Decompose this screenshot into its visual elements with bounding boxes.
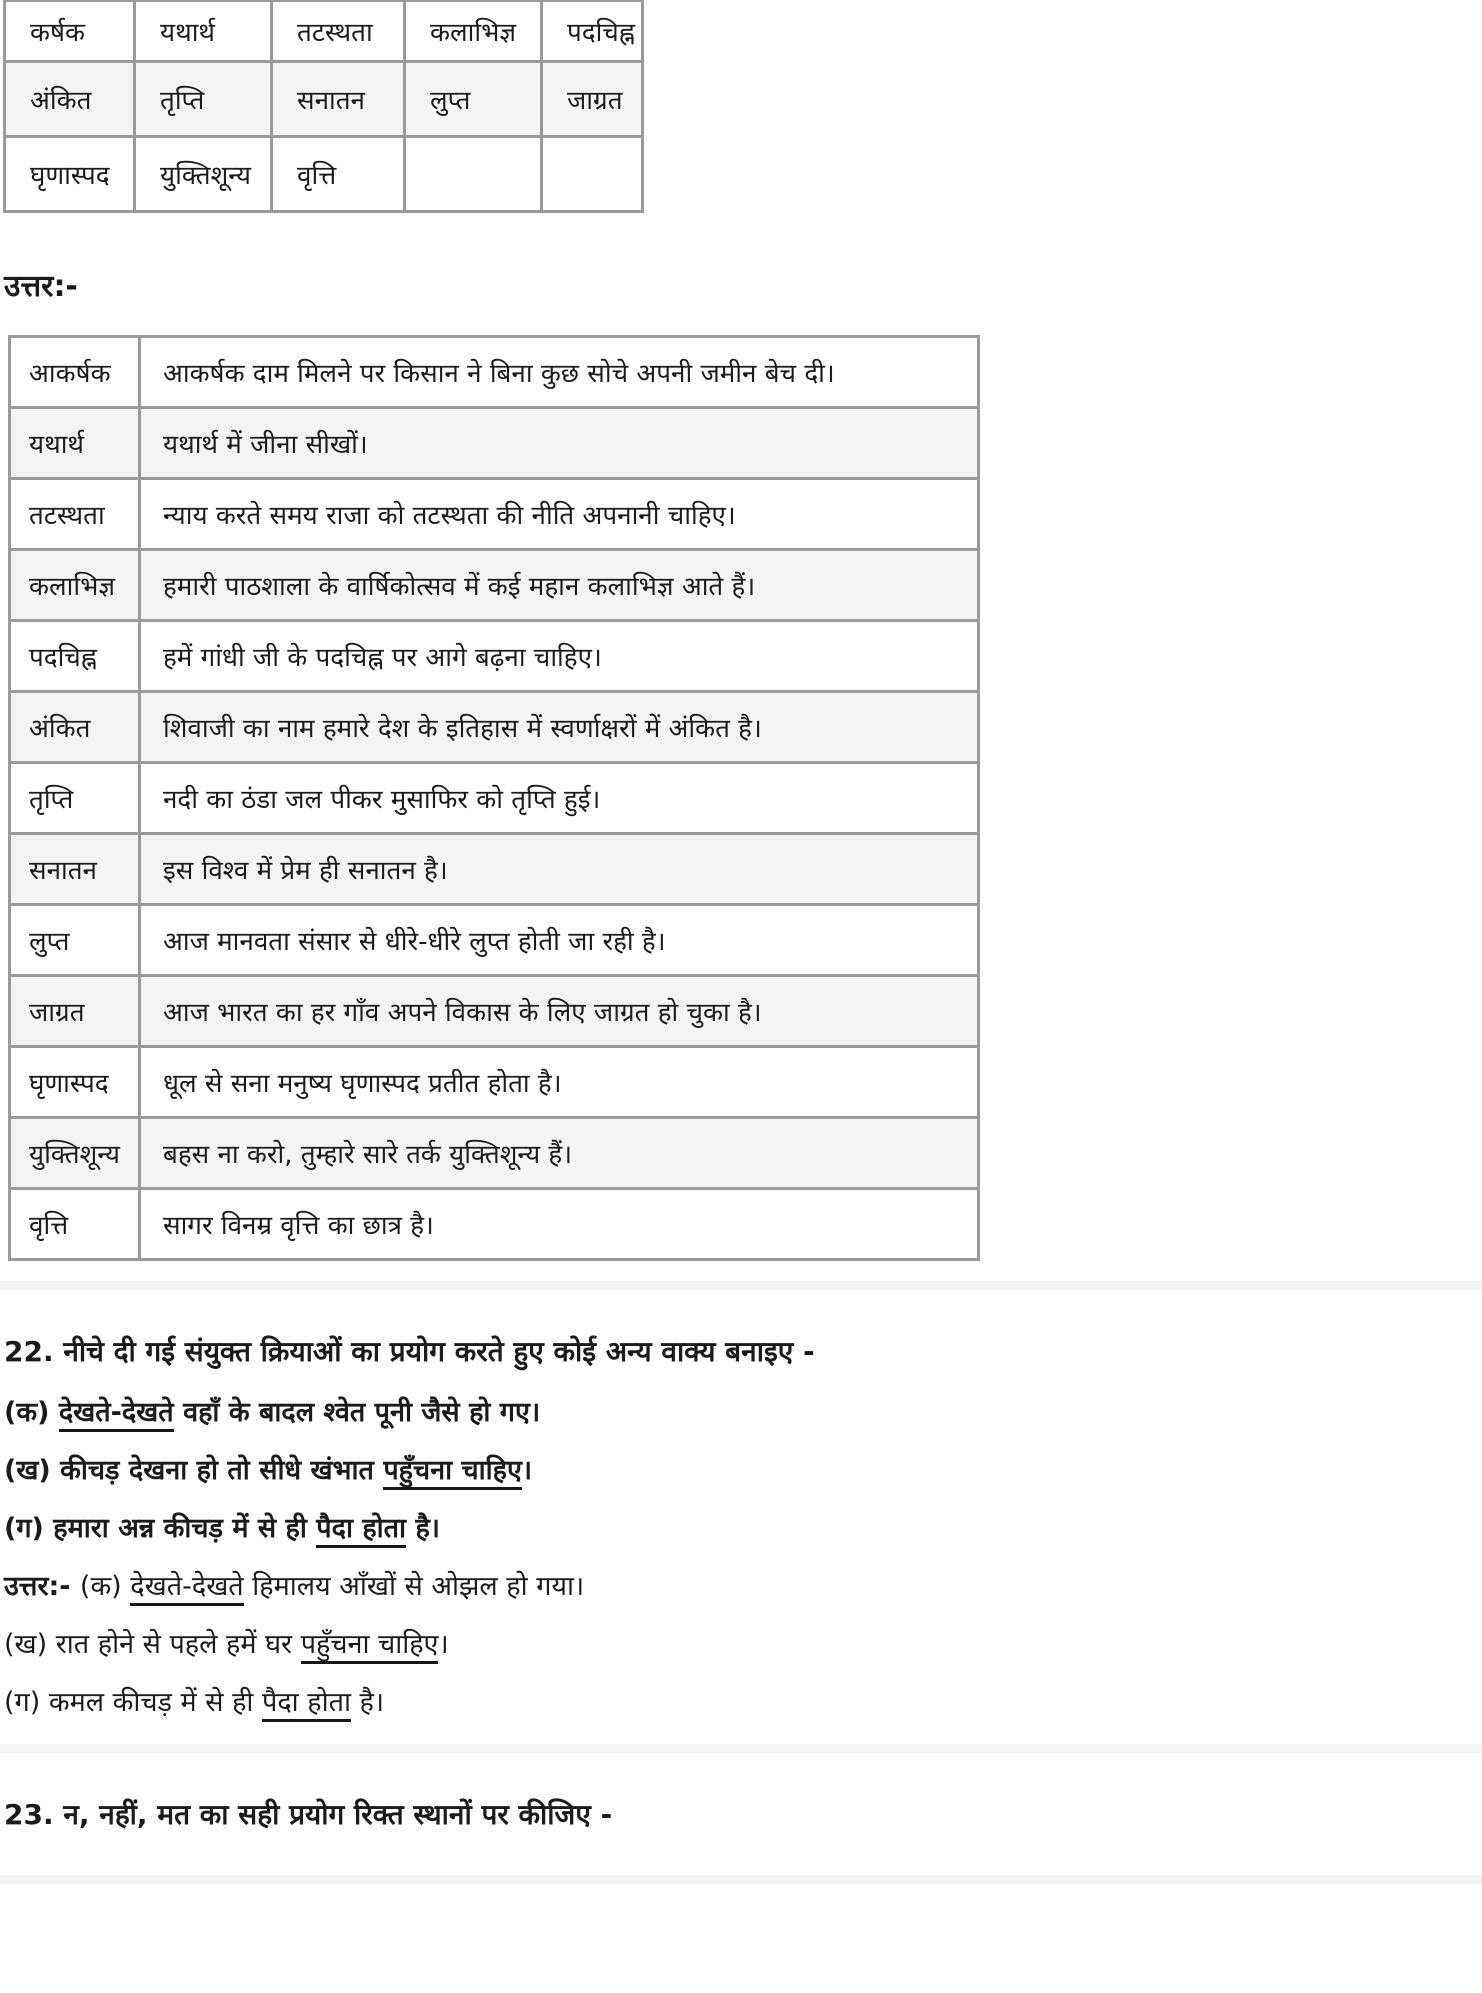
word-grid-cell [542,137,643,212]
text-segment: (क) [4,1397,59,1428]
page-bottom-divider [0,1875,1482,1884]
answer-table-row [10,408,979,479]
answer-word: लुप्त [10,905,140,976]
answer-table-row [10,550,979,621]
text-segment: । [521,1455,533,1486]
question-22-title: 22. नीचे दी गई संयुक्त क्रियाओं का प्रयोग करते हुए कोई अन्य वाक्य बनाइए - [4,1335,815,1368]
word-grid-cell: यथार्थ [135,1,272,62]
section-divider [0,1744,1482,1753]
answer-table-row [10,337,979,408]
underlined-phrase: पहुँचना चाहिए [383,1455,522,1490]
text-segment: वहाँ के बादल श्वेत पूनी जैसे हो गए। [173,1397,541,1428]
word-grid-cell: घृणास्पद [5,137,135,212]
underlined-phrase: पैदा होता [316,1513,406,1548]
word-grid-cell: जाग्रत [542,62,643,137]
answer-table-row [10,621,979,692]
text-segment: (क) [79,1571,131,1602]
answer-table [8,335,980,1261]
text-segment: । [438,1629,449,1660]
question-line [4,1570,1482,1604]
answer-sentence: शिवाजी का नाम हमारे देश के इतिहास में स्वर्णाक्षरों में अंकित है। [140,692,979,763]
text-segment: (ख) रात होने से पहले हमें घर [4,1629,301,1660]
question-22-lines [0,1396,1482,1720]
answer-sentence: हमारी पाठशाला के वार्षिकोत्सव में कई महान कलाभिज्ञ आते हैं। [140,550,979,621]
answer-sentence: आज मानवता संसार से धीरे-धीरे लुप्त होती जा रही है। [140,905,979,976]
text-segment: उत्तर:- [4,1571,80,1602]
answer-table-row [10,1047,979,1118]
text-segment: है। [406,1513,441,1544]
text-segment: हिमालय आँखों से ओझल हो गया। [243,1571,585,1602]
word-grid-cell: अंकित [5,62,135,137]
section-divider [0,1281,1482,1290]
answer-sentence: न्याय करते समय राजा को तटस्थता की नीति अपनानी चाहिए। [140,479,979,550]
answer-word: अंकित [10,692,140,763]
answer-word: आकर्षक [10,337,140,408]
answer-sentence: धूल से सना मनुष्य घृणास्पद प्रतीत होता है। [140,1047,979,1118]
answer-word: पदचिह्न [10,621,140,692]
word-grid-cell: सनातन [272,62,405,137]
answer-word: युक्तिशून्य [10,1118,140,1189]
word-grid-row [5,62,643,137]
answer-sentence: नदी का ठंडा जल पीकर मुसाफिर को तृप्ति हुई। [140,763,979,834]
word-grid-cell: कर्षक [5,1,135,62]
answer-sentence: बहस ना करो, तुम्हारे सारे तर्क युक्तिशून्य हैं। [140,1118,979,1189]
text-segment: (ग) कमल कीचड़ में से ही [4,1687,262,1718]
answer-table-row [10,1118,979,1189]
word-grid-table [3,0,644,213]
answer-word: सनातन [10,834,140,905]
word-grid-cell: तटस्थता [272,1,405,62]
answer-word: तटस्थता [10,479,140,550]
question-22-section [0,1334,1482,1720]
word-grid-row [5,1,643,62]
answer-sentence: हमें गांधी जी के पदचिह्न पर आगे बढ़ना चाहिए। [140,621,979,692]
word-grid-cell [405,137,542,212]
question-line [4,1512,1482,1546]
word-grid-cell: कलाभिज्ञ [405,1,542,62]
question-line [4,1686,1482,1720]
answer-sentence: सागर विनम्र वृत्ति का छात्र है। [140,1189,979,1260]
answer-table-row [10,692,979,763]
answer-word: कलाभिज्ञ [10,550,140,621]
answer-sentence: यथार्थ में जीना सीखों। [140,408,979,479]
word-grid-row [5,137,643,212]
underlined-phrase: पैदा होता [262,1687,351,1722]
question-line [4,1628,1482,1662]
word-grid-cell: वृत्ति [272,137,405,212]
underlined-phrase: देखते-देखते [130,1571,243,1606]
text-segment: (ग) हमारा अन्न कीचड़ में से ही [4,1513,317,1544]
answer-table-row [10,1189,979,1260]
question-line [4,1454,1482,1488]
answer-word: जाग्रत [10,976,140,1047]
word-grid-cell: युक्तिशून्य [135,137,272,212]
answer-table-row [10,763,979,834]
answer-sentence: आकर्षक दाम मिलने पर किसान ने बिना कुछ सोचे अपनी जमीन बेच दी। [140,337,979,408]
word-grid-cell: लुप्त [405,62,542,137]
answer-table-row [10,976,979,1047]
answer-heading: उत्तर:- [4,269,78,304]
answer-table-row [10,479,979,550]
answer-word: घृणास्पद [10,1047,140,1118]
answer-sentence: इस विश्व में प्रेम ही सनातन है। [140,834,979,905]
word-grid-cell: तृप्ति [135,62,272,137]
answer-word: तृप्ति [10,763,140,834]
underlined-phrase: पहुँचना चाहिए [301,1629,439,1664]
question-23-title: 23. न, नहीं, मत का सही प्रयोग रिक्त स्थानों पर कीजिए - [4,1798,613,1831]
text-segment: है। [350,1687,385,1718]
underlined-phrase: देखते-देखते [59,1397,174,1432]
question-line [4,1396,1482,1430]
answer-table-row [10,905,979,976]
answer-word: वृत्ति [10,1189,140,1260]
answer-table-row [10,834,979,905]
answer-sentence: आज भारत का हर गाँव अपने विकास के लिए जाग्रत हो चुका है। [140,976,979,1047]
question-23-section [0,1797,1482,1833]
text-segment: (ख) कीचड़ देखना हो तो सीधे खंभात [4,1455,384,1486]
word-grid-cell: पदचिह्न [542,1,643,62]
answer-word: यथार्थ [10,408,140,479]
